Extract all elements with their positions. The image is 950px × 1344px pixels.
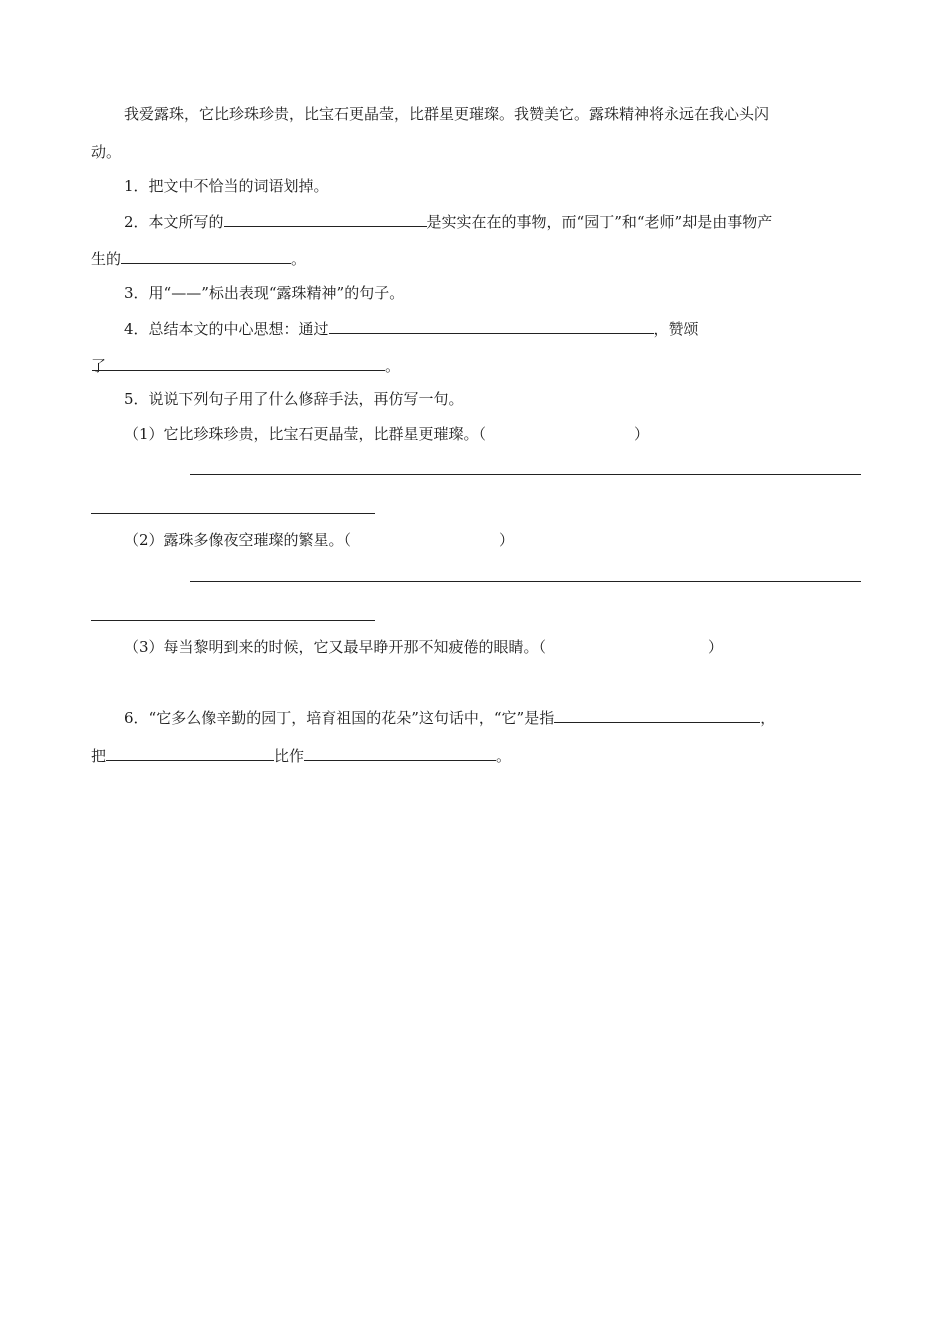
question-6-line-2 (91, 745, 511, 766)
question-6-suffix: ， (760, 709, 776, 727)
question-2-line-1 (124, 211, 772, 232)
question-6-prefix: 6．“它多么像辛勤的园丁，培育祖国的花朵”这句话中，“它”是指 (124, 709, 555, 727)
answer-line-5-1-a[interactable] (190, 474, 861, 475)
question-5: 5．说说下列句子用了什么修辞手法，再仿写一句。 (124, 390, 464, 408)
question-5-item-3 (124, 637, 723, 657)
answer-blank-q2-a[interactable] (224, 211, 427, 227)
question-5-item-1-text: （1）它比珍珠珍贵，比宝石更晶莹，比群星更璀璨。（ (124, 425, 487, 443)
question-5-item-1-close: ） (634, 425, 650, 443)
answer-blank-q6-a[interactable] (554, 707, 760, 723)
answer-blank-q4-a[interactable] (329, 318, 654, 334)
answer-blank-q6-c[interactable] (304, 745, 496, 761)
question-5-item-3-text: （3）每当黎明到来的时候，它又最早睁开那不知疲倦的眼睛。（ (124, 638, 547, 656)
answer-line-5-1-b[interactable] (91, 513, 375, 514)
question-4-suffix: ，赞颂 (653, 320, 699, 338)
question-2-line2-prefix: 生的 (91, 250, 122, 268)
question-5-item-2-text: （2）露珠多像夜空璀璨的繁星。（ (124, 531, 352, 549)
question-5-item-1 (124, 424, 649, 444)
question-5-item-2 (124, 530, 514, 550)
answer-blank-q4-b[interactable] (92, 355, 385, 371)
question-5-item-3-close: ） (708, 638, 724, 656)
question-3: 3．用“——”标出表现“露珠精神”的句子。 (124, 284, 405, 302)
question-2-line2-suffix: 。 (291, 250, 307, 268)
question-5-item-2-close: ） (499, 531, 515, 549)
answer-line-5-2-b[interactable] (91, 620, 375, 621)
question-2-prefix: 2．本文所写的 (124, 213, 224, 231)
answer-blank-q2-b[interactable] (121, 248, 291, 264)
question-2-middle: 是实实在在的事物，而“园丁”和“老师”却是由事物产 (426, 213, 773, 231)
question-6-line2-prefix: 把 (91, 747, 107, 765)
question-6-line2-middle: 比作 (274, 747, 305, 765)
answer-blank-q6-b[interactable] (106, 745, 274, 761)
answer-line-5-2-a[interactable] (190, 581, 861, 582)
question-2-line-2 (91, 248, 306, 269)
question-6-line2-suffix: 。 (496, 747, 512, 765)
question-6-line-1 (124, 707, 775, 728)
question-4-line-2 (91, 355, 400, 376)
passage-line-1: 我爱露珠，它比珍珠珍贵，比宝石更晶莹，比群星更璀璨。我赞美它。露珠精神将永远在我心头闪 (124, 105, 770, 123)
question-4-prefix: 4．总结本文的中心思想：通过 (124, 320, 329, 338)
question-4-line2-prefix: 了 (91, 357, 107, 375)
question-4-line2-suffix: 。 (385, 357, 401, 375)
question-4-line-1 (124, 318, 699, 339)
passage-line-2: 动。 (91, 143, 122, 161)
question-1: 1．把文中不恰当的词语划掉。 (124, 177, 329, 195)
